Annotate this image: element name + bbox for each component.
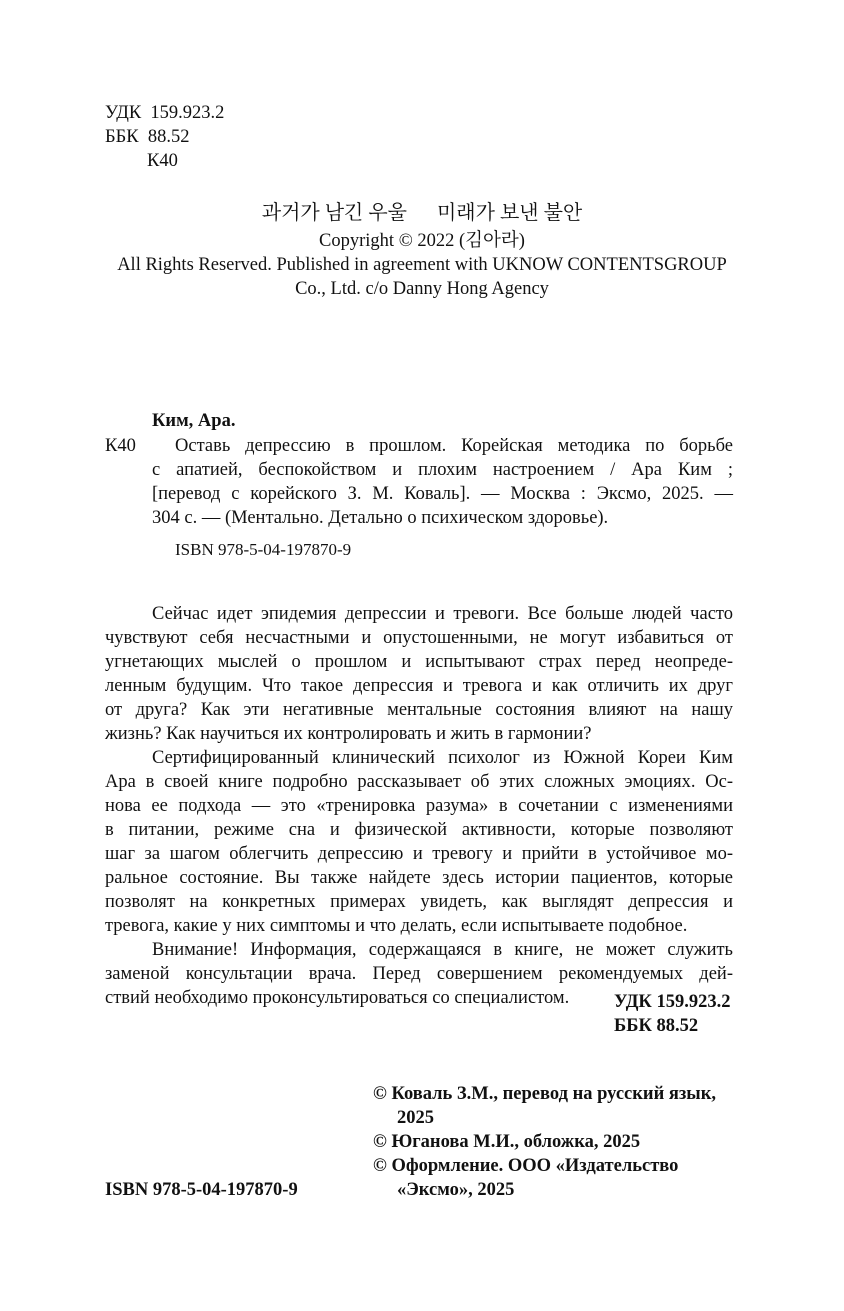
- description-line: Оставь депрессию в прошлом. Корейская методика по борьбе: [175, 436, 733, 456]
- catalog-description: [152, 434, 733, 530]
- catalog-author: Ким, Ара.: [152, 411, 236, 431]
- annotation-line: тревога, какие у них симптомы и что делать, если испытываете подобное.: [105, 916, 688, 936]
- annotation-line: Ара в своей книге подробно рассказывает об этих сложных эмоциях. Ос-: [105, 772, 733, 792]
- rights-line-2: Co., Ltd. c/o Danny Hong Agency: [295, 279, 549, 299]
- annotation-line: Сертифицированный клинический психолог из Южной Кореи Ким: [152, 748, 733, 768]
- annotation-line: от друга? Как эти негативные ментальные состояния влияют на нашу: [105, 700, 733, 720]
- annotation-line: ральное состояние. Вы также найдете здесь истории пациентов, которые: [105, 868, 733, 888]
- annotation-line: Сейчас идет эпидемия депрессии и тревоги. Все больше людей часто: [152, 604, 733, 624]
- isbn-bottom: ISBN 978-5-04-197870-9: [105, 1180, 298, 1200]
- credit-line: © Юганова М.И., обложка, 2025: [373, 1132, 641, 1152]
- udk-code: УДК 159.923.2: [105, 103, 225, 123]
- annotation-text: [105, 602, 733, 1010]
- annotation-line: нова ее подхода — это «тренировка разума» в сочетании с изменениями: [105, 796, 733, 816]
- rights-line-1: All Rights Reserved. Published in agreement with UKNOW CONTENTSGROUP: [117, 255, 727, 275]
- credit-line: «Эксмо», 2025: [397, 1180, 515, 1200]
- catalog-isbn: ISBN 978-5-04-197870-9: [175, 540, 352, 559]
- annotation-line: чувствуют себя несчастными и опустошенными, не могут избавиться от: [105, 628, 733, 648]
- copyright-line: Copyright © 2022 (김아라): [319, 231, 525, 251]
- annotation-line: ленным будущим. Что такое депрессия и тревога и как отличить их друг: [105, 676, 733, 696]
- bottom-udk: УДК 159.923.2: [614, 992, 731, 1012]
- annotation-line: угнетающих мыслей о прошлом и испытывают страх перед неопреде-: [105, 652, 733, 672]
- annotation-line: жизнь? Как научиться их контролировать и жить в гармонии?: [105, 724, 592, 744]
- credit-line: © Оформление. ООО «Издательство: [373, 1156, 679, 1176]
- annotation-line: Внимание! Информация, содержащаяся в книге, не может служить: [152, 940, 733, 960]
- description-line: 304 с. — (Ментально. Детально о психическом здоровье).: [152, 508, 609, 528]
- annotation-line: ствий необходимо проконсультироваться со специалистом.: [105, 988, 570, 1008]
- annotation-line: шаг за шагом облегчить депрессию и тревогу и прийти в устойчивое мо-: [105, 844, 733, 864]
- credit-line: 2025: [397, 1108, 434, 1128]
- description-line: [перевод с корейского З. М. Коваль]. — Москва : Эксмо, 2025. —: [152, 484, 733, 504]
- annotation-line: заменой консультации врача. Перед совершением рекомендуемых дей-: [105, 964, 733, 984]
- credit-line: © Коваль З.М., перевод на русский язык,: [373, 1084, 717, 1104]
- credits: [373, 1082, 716, 1202]
- catalog-mark: К40: [105, 436, 136, 456]
- bottom-bbk: ББК 88.52: [614, 1016, 699, 1036]
- annotation-line: в питании, режиме сна и физической активности, которые позволяют: [105, 820, 733, 840]
- bbk-code: ББК 88.52: [105, 127, 190, 147]
- annotation-line: позволят на конкретных примерах увидеть, как выглядят депрессия и: [105, 892, 733, 912]
- korean-original-title: 과거가 남긴 우울 미래가 보낸 불안: [261, 202, 583, 224]
- author-mark: К40: [147, 151, 178, 171]
- description-line: с апатией, беспокойством и плохим настроением / Ара Ким ;: [152, 460, 733, 480]
